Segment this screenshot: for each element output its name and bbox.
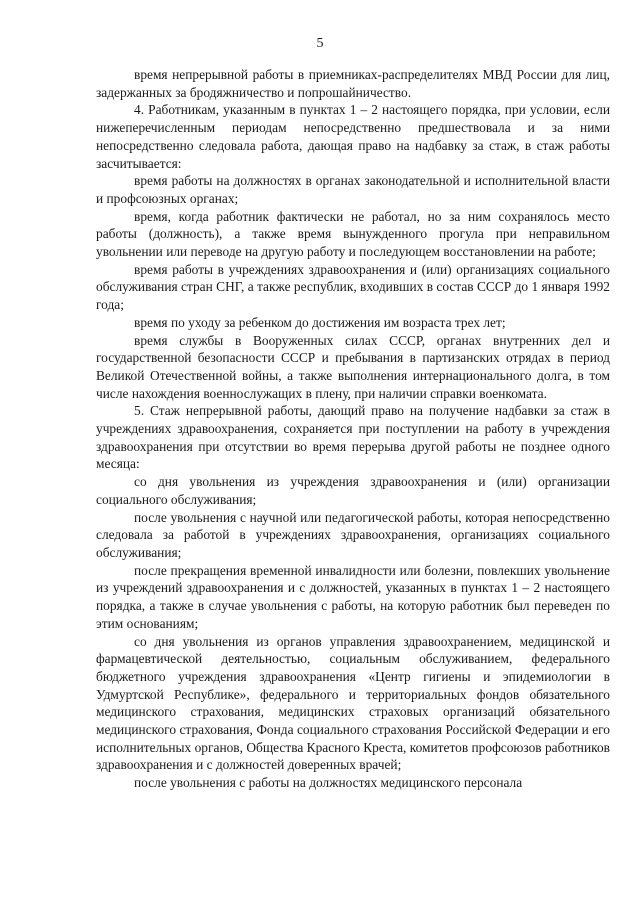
paragraph: со дня увольнения из учреждения здравоохранения и (или) организации социального обслуживания; — [96, 474, 610, 507]
paragraph: время работы в учреждениях здравоохранения и (или) организациях социального обслуживания стран СНГ, а также республик, входивших в состав СССР до 1 января 1992 года; — [96, 261, 610, 313]
paragraph: время непрерывной работы в приемниках-распределителях МВД России для лиц, задержанных за бродяжничество и попрошайничество. — [96, 67, 610, 100]
paragraph: после увольнения с работы на должностях медицинского персонала — [134, 775, 523, 791]
paragraph: со дня увольнения из органов управления здравоохранением, медицинской и фармацевтической деятельностью, социальным обслуживанием, федерального бюджетного учреждения здравоохранения «Центр гигиены и эпидемиологии в Удмуртской Республике», федерального и территориальных фондов обязательного медицинского страхования, медицинских страховых организаций обязательного медицинского страхования, Фонда социального страхования Российской Федерации и его исполнительных органов, Общества Красного Креста, комитетов профсоюзов работников здравоохранения и с должностей доверенных врачей; — [96, 633, 610, 773]
page-number: 5 — [316, 36, 324, 51]
paragraph: время службы в Вооруженных силах СССР, органах внутренних дел и государственной безопасности СССР и пребывания в партизанских отрядах в период Великой Отечественной войны, а также выполнения интернационального долга, в том числе нахождения военнослужащих в плену, при наличии справки военкомата. — [96, 332, 610, 401]
document-body — [96, 66, 610, 792]
paragraph: 5. Стаж непрерывной работы, дающий право на получение надбавки за стаж в учреждениях здравоохранения, сохраняется при поступлении на работу в учреждения здравоохранения при отсутствии во время перерыва другой работы не позднее одного месяца: — [96, 403, 610, 472]
paragraph: время работы на должностях в органах законодательной и исполнительной власти и профсоюзных органах; — [96, 173, 610, 206]
paragraph: время по уходу за ребенком до достижения им возраста трех лет; — [134, 314, 506, 330]
paragraph: 4. Работникам, указанным в пунктах 1 – 2 настоящего порядка, при условии, если нижеперечисленным периодам непосредственно предшествовала и за ними непосредственно следовала работа, дающая право на надбавку за стаж, в стаж работы засчитывается: — [96, 102, 610, 171]
paragraph: время, когда работник фактически не работал, но за ним сохранялось место работы (должность), а также время вынужденного прогула при неправильном увольнении или переводе на другую работу и последующем восстановлении на работе; — [96, 208, 610, 260]
paragraph: после прекращения временной инвалидности или болезни, повлекших увольнение из учреждений здравоохранения и с должностей, указанных в пунктах 1 – 2 настоящего порядка, а также в случае увольнения с работы, на которую работник был переведен по этим основаниям; — [96, 562, 610, 631]
paragraph: после увольнения с научной или педагогической работы, которая непосредственно следовала за работой в учреждениях здравоохранения, организациях социального обслуживания; — [96, 509, 610, 560]
